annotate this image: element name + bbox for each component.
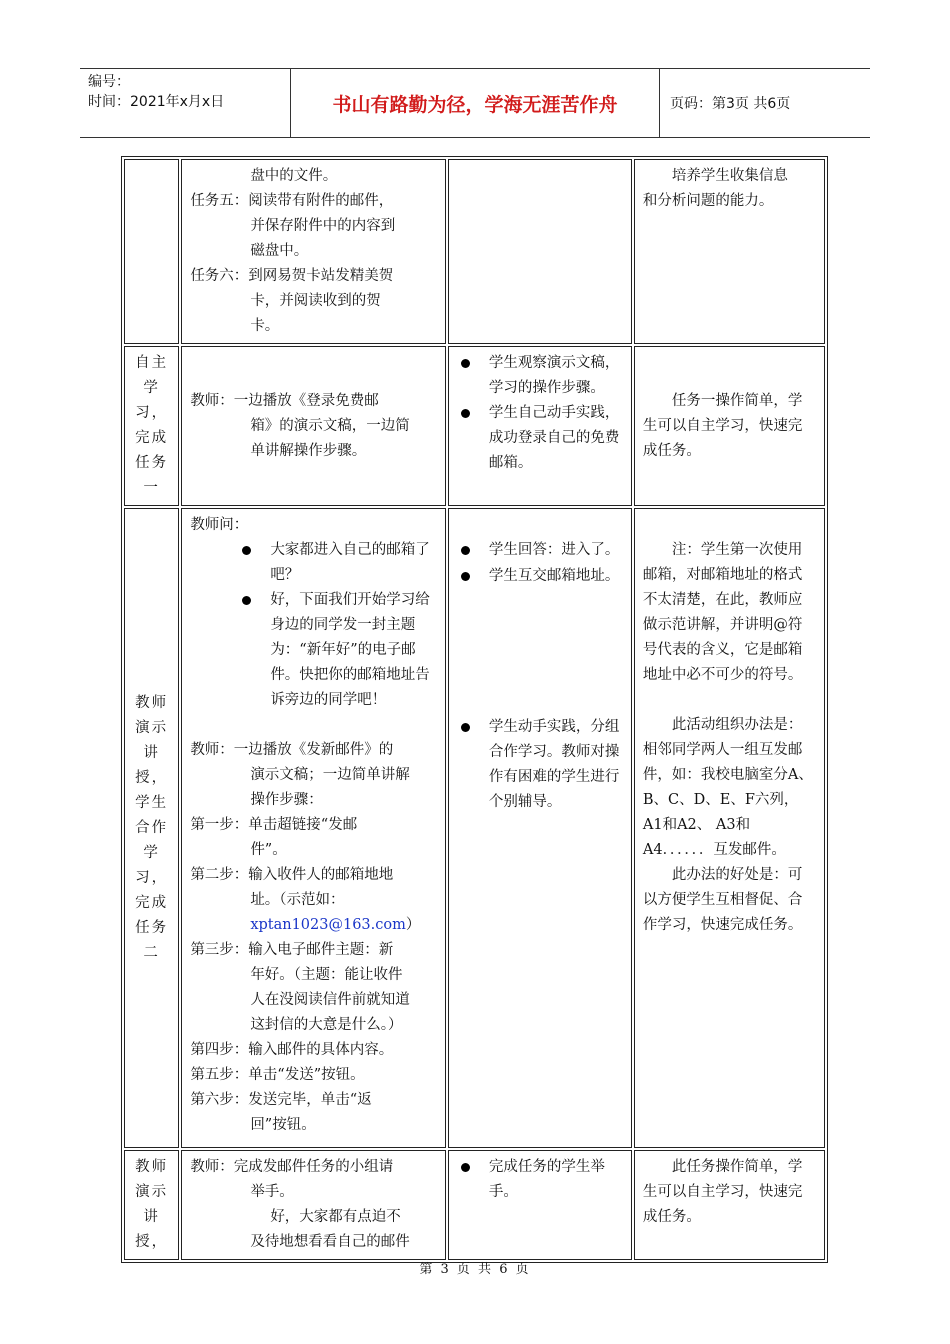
- row-label: 教师 演示 讲 授，: [124, 1150, 179, 1260]
- row-label: 自主 学 习， 完成 任务 一: [124, 346, 179, 506]
- text-line: 这封信的大意是什么。）: [250, 1017, 403, 1033]
- list-item: 学生自己动手实践，成功登录自己的免费邮箱。: [457, 401, 623, 476]
- text-line: 回”按钮。: [250, 1117, 316, 1133]
- text-line: 好，大家都有点迫不: [270, 1209, 401, 1225]
- list-item: 学生互交邮箱地址。: [457, 564, 623, 590]
- bullet-icon: [461, 1163, 470, 1172]
- code-label: 编号：: [88, 74, 130, 90]
- step-two: 第二步：输入收件人的邮箱地地: [190, 867, 394, 883]
- table-row: [124, 508, 825, 1148]
- row-label: [124, 159, 179, 344]
- step-three: 第三步：输入电子邮件主题：新: [190, 942, 394, 958]
- text-line: 教师：一边播放《登录免费邮: [190, 392, 379, 409]
- row-label: 教师 演示 讲 授， 学生 合作 学 习， 完成 任务 二: [124, 508, 179, 1148]
- bullet-icon: [461, 359, 470, 368]
- text-line: 演示文稿；一边简单讲解: [250, 767, 410, 783]
- step-one: 第一步：单击超链接“发邮: [190, 817, 358, 833]
- table-row: [124, 159, 825, 344]
- teacher-activity: [181, 159, 446, 344]
- bullet-icon: [461, 723, 470, 732]
- design-note: [634, 1150, 825, 1260]
- text-line: 并保存附件中的内容到: [250, 218, 396, 234]
- text-line: 及待地想看看自己的邮件: [250, 1234, 410, 1250]
- student-activity: [448, 1150, 632, 1260]
- text-line: 教师：一边播放《发新邮件》的: [190, 742, 394, 758]
- table-row: [124, 346, 825, 506]
- note-text: 此任务操作简单，学生可以自主学习，快速完成任务。: [642, 1159, 803, 1225]
- text-line: 卡，并阅读收到的贺: [250, 293, 381, 309]
- text-line: 址。（示范如：: [250, 892, 345, 908]
- note-paragraph: 此活动组织办法是：相邻同学两人一组互发邮件，如：我校电脑室分A、B、C、D、E、F六列，A1和A2、 A3和A4．．．．．．互发邮件。: [642, 717, 813, 858]
- header-page-number: 页码：第3页 共6页: [670, 96, 791, 112]
- list-item: 好，下面我们开始学习给身边的同学发一封主题为：“新年好”的电子邮件。快把你的邮箱地址告诉旁边的同学吧！: [238, 588, 437, 713]
- teacher-activity: [181, 1150, 446, 1260]
- design-note: [634, 159, 825, 344]
- design-note: [634, 346, 825, 506]
- list-item: 完成任务的学生举手。: [457, 1155, 623, 1205]
- design-note: [634, 508, 825, 1148]
- list-item: 学生动手实践，分组合作学习。教师对操作有困难的学生进行个别辅导。: [457, 715, 623, 815]
- step-six: 第六步：发送完毕，单击“返: [190, 1092, 372, 1108]
- lesson-plan-table: [121, 156, 828, 1263]
- task-six: 任务六：到网易贺卡站发精美贺: [190, 268, 394, 284]
- bullet-icon: [242, 546, 251, 555]
- teacher-ask: 教师问：: [190, 517, 249, 533]
- text-line: xptan1023@163.com）: [250, 917, 421, 933]
- note-line: 培养学生收集信息: [671, 168, 788, 184]
- step-five: 第五步：单击“发送”按钮。: [190, 1067, 365, 1083]
- time-label: 时间：2021年x月x日: [88, 94, 225, 110]
- text-line: 单讲解操作步骤。: [250, 442, 367, 459]
- note-paragraph: 注：学生第一次使用邮箱，对邮箱地址的格式不太清楚，在此，教师应做示范讲解，并讲明@符号代表的含义，它是邮箱地址中必不可少的符号。: [642, 542, 803, 683]
- text-line: 人在没阅读信件前就知道: [250, 992, 410, 1008]
- bullet-icon: [461, 572, 470, 581]
- student-activity: [448, 159, 632, 344]
- text-line: 件”。: [250, 842, 287, 858]
- step-four: 第四步：输入邮件的具体内容。: [190, 1042, 394, 1058]
- student-activity: [448, 508, 632, 1148]
- page-header: [80, 68, 870, 138]
- email-link[interactable]: xptan1023@163.com: [250, 917, 406, 933]
- header-motto: 书山有路勤为径，学海无涯苦作舟: [290, 69, 660, 137]
- note-paragraph: 此办法的好处是：可以方便学生互相督促、合作学习，快速完成任务。: [642, 867, 803, 933]
- bullet-icon: [461, 409, 470, 418]
- teacher-activity: [181, 508, 446, 1148]
- bullet-icon: [461, 546, 470, 555]
- text-line: 操作步骤：: [250, 792, 323, 808]
- bullet-icon: [242, 596, 251, 605]
- text-line: 卡。: [250, 318, 280, 334]
- text-line: 年好。（主题：能让收件: [250, 967, 403, 983]
- text-line: 盘中的文件。: [250, 168, 338, 184]
- text-line: 箱》的演示文稿，一边简: [250, 417, 410, 434]
- text-line: 举手。: [250, 1184, 294, 1200]
- header-meta: [80, 69, 290, 137]
- list-item: 学生观察演示文稿，学习的操作步骤。: [457, 351, 623, 401]
- teacher-activity: [181, 346, 446, 506]
- task-five: 任务五：阅读带有附件的邮件，: [190, 193, 394, 209]
- list-item: 学生回答：进入了。: [457, 538, 623, 564]
- note-line: 和分析问题的能力。: [642, 193, 774, 209]
- page-footer: 第 3 页 共 6 页: [419, 1262, 531, 1277]
- table-row: [124, 1150, 825, 1260]
- text-line: 磁盘中。: [250, 243, 309, 259]
- student-activity: [448, 346, 632, 506]
- list-item: 大家都进入自己的邮箱了吧？: [238, 538, 437, 588]
- note-text: 任务一操作简单，学生可以自主学习，快速完成任务。: [642, 392, 803, 459]
- text-line: 教师：完成发邮件任务的小组请: [190, 1159, 394, 1175]
